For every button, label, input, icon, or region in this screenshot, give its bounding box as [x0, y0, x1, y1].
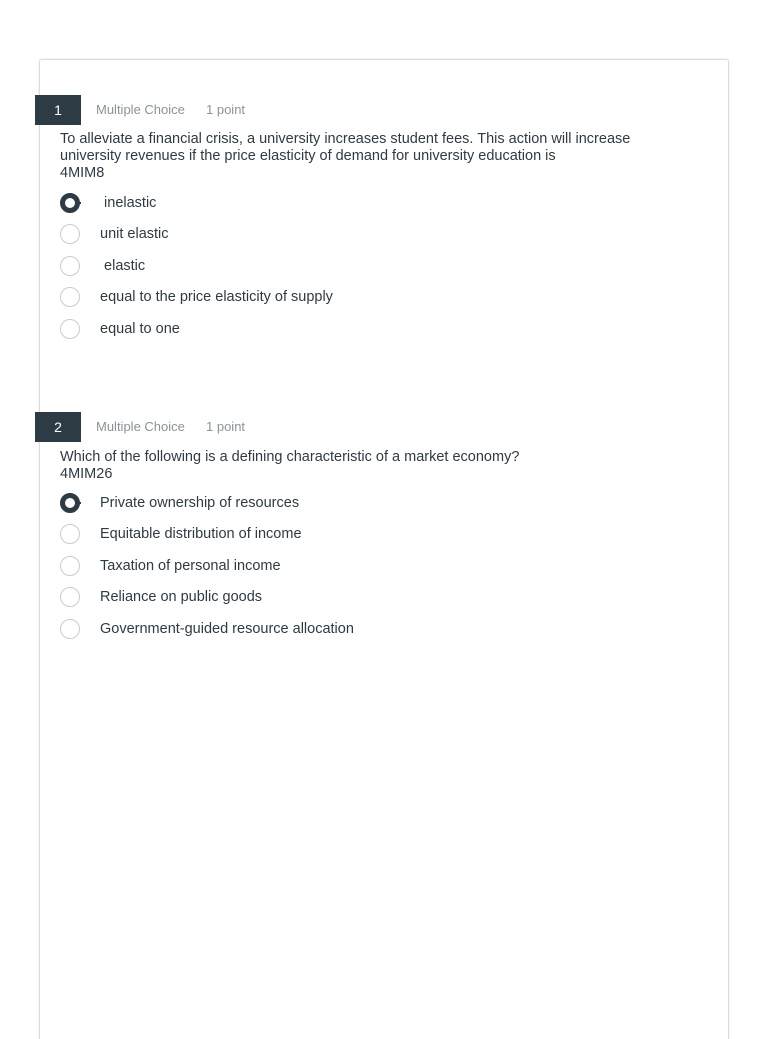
radio-button[interactable] [60, 256, 80, 276]
question-number-badge: 2 [35, 412, 81, 442]
radio-button[interactable] [60, 619, 80, 639]
answer-option[interactable] [60, 313, 700, 345]
question-2 [40, 412, 730, 637]
quiz-card [39, 59, 729, 1039]
question-points-label: 1 point [206, 419, 246, 434]
answer-option-label[interactable]: Taxation of personal income [100, 557, 281, 574]
answer-option[interactable] [60, 613, 700, 645]
answer-option-label[interactable]: inelastic [100, 194, 157, 211]
answer-option[interactable] [60, 582, 700, 614]
radio-button[interactable] [60, 524, 80, 544]
answer-option-label[interactable]: Government-guided resource allocation [100, 620, 354, 637]
question-1 [40, 95, 730, 337]
answer-option[interactable] [60, 519, 700, 551]
answer-option[interactable] [60, 282, 700, 314]
answer-option[interactable] [60, 187, 700, 219]
answer-option-label[interactable]: elastic [100, 257, 146, 274]
question-points-label: 1 point [206, 102, 246, 117]
radio-button-selected[interactable] [60, 193, 80, 213]
radio-button[interactable] [60, 287, 80, 307]
question-number-badge: 1 [35, 95, 81, 125]
answer-option-label[interactable]: Private ownership of resources [100, 494, 300, 511]
answer-option-label[interactable]: equal to the price elasticity of supply [100, 289, 333, 306]
answer-option[interactable] [60, 487, 700, 519]
answer-option-label[interactable]: unit elastic [100, 226, 169, 243]
radio-button-selected[interactable] [60, 493, 80, 513]
radio-button[interactable] [60, 224, 80, 244]
question-text-line: university revenues if the price elasticity of demand for university education is [60, 148, 556, 164]
question-type-label: Multiple Choice [96, 102, 185, 117]
question-code: 4MIM8 [60, 165, 105, 181]
question-header [40, 95, 730, 125]
answer-option-label[interactable]: equal to one [100, 320, 180, 337]
question-header [40, 412, 730, 442]
question-text-line: Which of the following is a defining characteristic of a market economy? [60, 449, 520, 465]
question-text [60, 131, 680, 182]
answer-option[interactable] [60, 550, 700, 582]
radio-button[interactable] [60, 556, 80, 576]
question-code: 4MIM26 [60, 466, 113, 482]
answer-options [60, 487, 700, 645]
question-text-line: To alleviate a financial crisis, a university increases student fees. This action will increase [60, 131, 631, 147]
answer-option[interactable] [60, 250, 700, 282]
question-text [60, 449, 680, 483]
answer-option-label[interactable]: Equitable distribution of income [100, 526, 302, 543]
answer-options [60, 187, 700, 345]
radio-button[interactable] [60, 319, 80, 339]
answer-option-label[interactable]: Reliance on public goods [100, 589, 263, 606]
answer-option[interactable] [60, 219, 700, 251]
question-type-label: Multiple Choice [96, 419, 185, 434]
radio-button[interactable] [60, 587, 80, 607]
